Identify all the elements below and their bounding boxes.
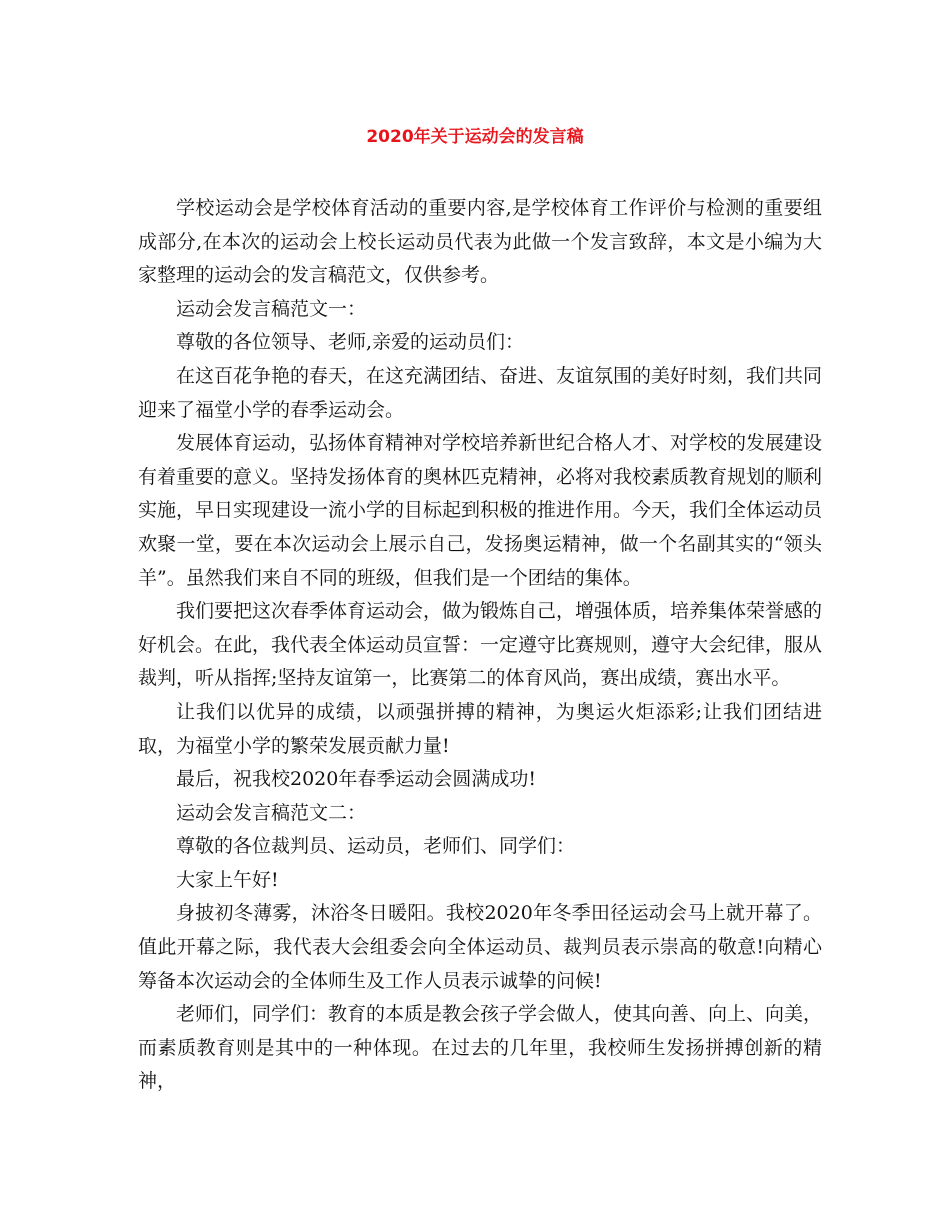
section-heading-one: 运动会发言稿范文一：: [176, 297, 367, 320]
closing-wish: 最后，祝我校2020年春季运动会圆满成功!: [176, 768, 536, 791]
salutation-two: 尊敬的各位裁判员、运动员，老师们、同学们：: [176, 835, 576, 858]
paragraph: 在这百花争艳的春天，在这充满团结、奋进、友谊氛围的美好时刻，我们共同迎来了福堂小学的春季运动会。: [138, 364, 823, 421]
paragraph: 我们要把这次春季体育运动会，做为锻炼自己，增强体质，培养集体荣誉感的好机会。在此，我代表全体运动员宣誓：一定遵守比赛规则，遵守大会纪律，服从裁判，听从指挥;坚持友谊第一，比赛第二的体育风尚，赛出成绩，赛出水平。: [138, 600, 823, 690]
document-body: [138, 192, 822, 1099]
paragraph: 发展体育运动，弘扬体育精神对学校培养新世纪合格人才、对学校的发展建设有着重要的意义。坚持发扬体育的奥林匹克精神，必将对我校素质教育规划的顺利实施，早日实现建设一流小学的目标起到积极的推进作用。今天，我们全体运动员欢聚一堂，要在本次运动会上展示自己，发扬奥运精神，做一个名副其实的“领头羊”。虽然我们来自不同的班级，但我们是一个团结的集体。: [138, 432, 823, 589]
paragraph: 老师们，同学们：教育的本质是教会孩子学会做人，使其向善、向上、向美，而素质教育则是其中的一种体现。在过去的几年里，我校师生发扬拼搏创新的精神，: [138, 1003, 823, 1093]
salutation-one: 尊敬的各位领导、老师,亲爱的运动员们：: [176, 331, 525, 354]
paragraph-intro: 学校运动会是学校体育活动的重要内容,是学校体育工作评价与检测的重要组成部分,在本次的运动会上校长运动员代表为此做一个发言致辞，本文是小编为大家整理的运动会的发言稿范文，仅供参考。: [138, 197, 822, 287]
document-title: 2020年关于运动会的发言稿: [366, 127, 584, 147]
paragraph: 身披初冬薄雾，沐浴冬日暖阳。我校2020年冬季田径运动会马上就开幕了。值此开幕之际，我代表大会组委会向全体运动员、裁判员表示崇高的敬意!向精心筹备本次运动会的全体师生及工作人员表示诚挚的问候!: [138, 902, 822, 992]
section-heading-two: 运动会发言稿范文二：: [176, 801, 367, 824]
greeting: 大家上午好!: [176, 868, 279, 891]
paragraph: 让我们以优异的成绩，以顽强拼搏的精神，为奥运火炬添彩;让我们团结进取，为福堂小学的繁荣发展贡献力量!: [138, 700, 822, 757]
